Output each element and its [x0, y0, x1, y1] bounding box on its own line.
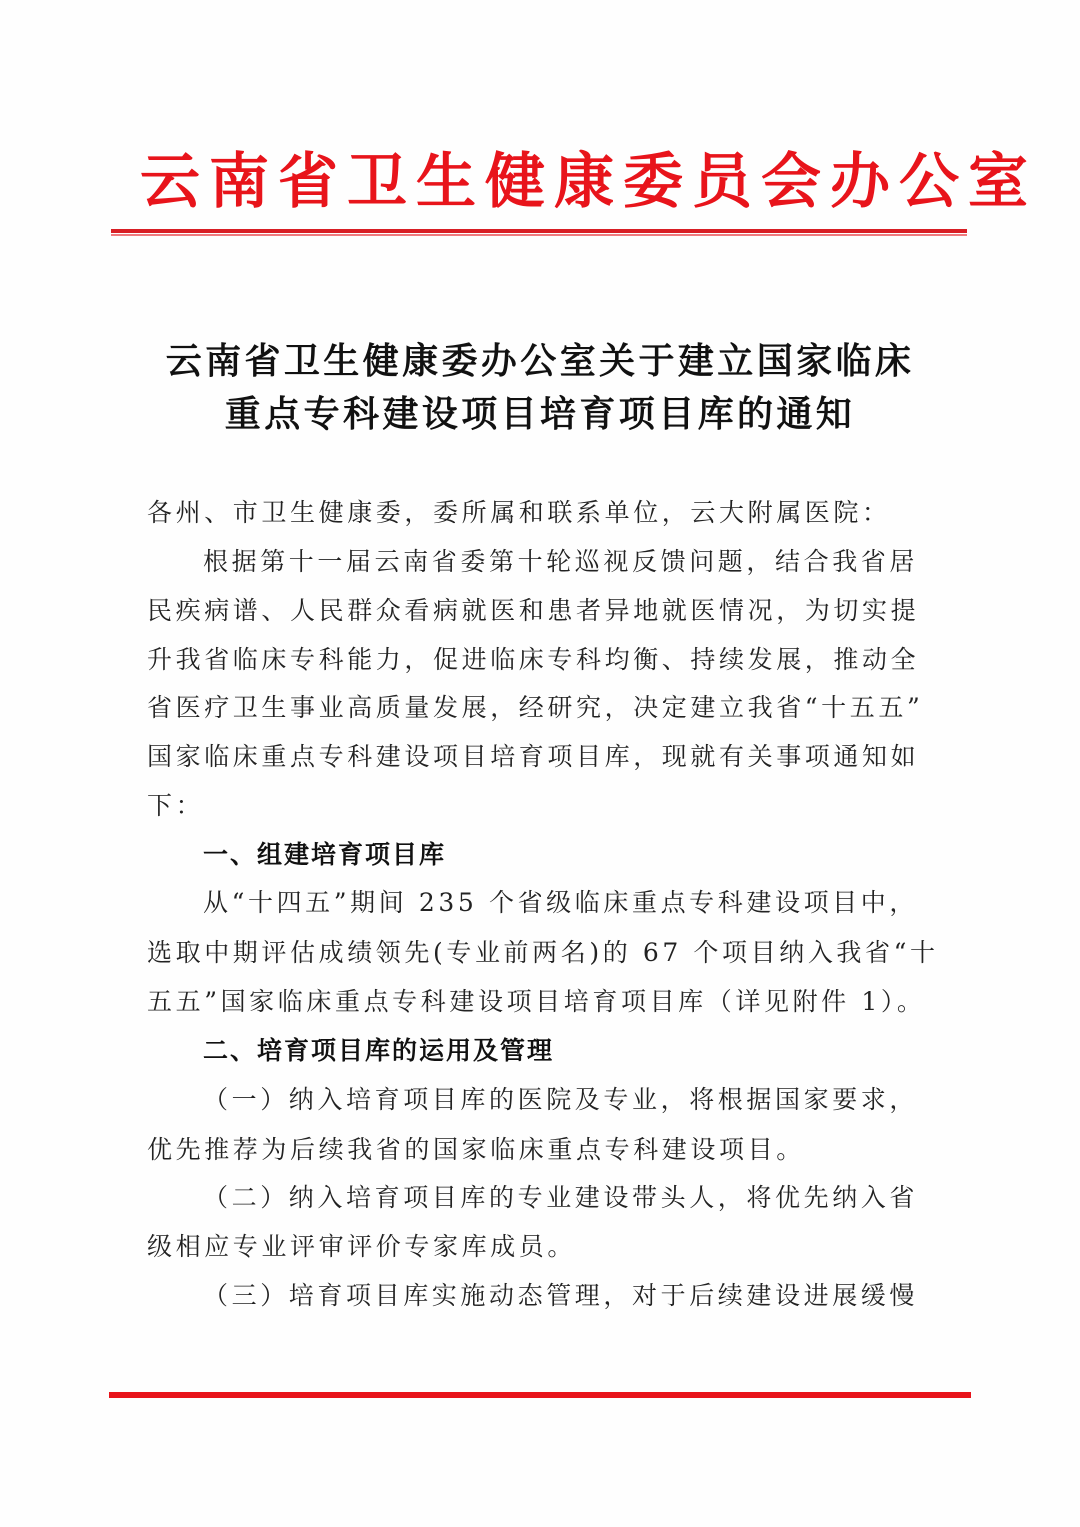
body-line: 国家临床重点专科建设项目培育项目库，现就有关事项通知如 [147, 742, 920, 771]
body-line: 省医疗卫生事业高质量发展，经研究，决定建立我省“十五五” [147, 693, 924, 722]
document-title-line-1: 云南省卫生健康委办公室关于建立国家临床 [165, 341, 915, 382]
body-line: 从“十四五”期间 235 个省级临床重点专科建设项目中， [203, 888, 918, 917]
body-line: 级相应专业评审评价专家库成员。 [147, 1232, 577, 1261]
body-line: 升我省临床专科能力，促进临床专科均衡、持续发展，推动全 [147, 645, 920, 674]
document-title-line-2: 重点专科建设项目培育项目库的通知 [224, 394, 856, 435]
masthead-rule-thick [111, 229, 967, 233]
masthead-rule-thin [111, 234, 967, 236]
salutation: 各州、市卫生健康委，委所属和联系单位，云大附属医院： [147, 498, 891, 527]
body-line: 民疾病谱、人民群众看病就医和患者异地就医情况，为切实提 [147, 596, 920, 625]
body-line: （一）纳入培育项目库的医院及专业，将根据国家要求， [203, 1085, 919, 1114]
body-line: （二）纳入培育项目库的专业建设带头人，将优先纳入省 [203, 1183, 919, 1212]
body-line: 选取中期评估成绩领先(专业前两名)的 67 个项目纳入我省“十 [147, 938, 939, 967]
body-line: 根据第十一届云南省委第十轮巡视反馈问题，结合我省居 [203, 547, 919, 576]
section-heading-2: 二、培育项目库的运用及管理 [203, 1036, 555, 1065]
footer-rule [109, 1392, 971, 1398]
body-line: （三）培育项目库实施动态管理，对于后续建设进展缓慢 [203, 1281, 919, 1310]
masthead-title: 云南省卫生健康委员会办公室 [140, 147, 1037, 217]
body-line: 下： [147, 791, 205, 820]
body-line: 五五”国家临床重点专科建设项目培育项目库（详见附件 1）。 [147, 987, 926, 1016]
body-line: 优先推荐为后续我省的国家临床重点专科建设项目。 [147, 1135, 805, 1164]
section-heading-1: 一、组建培育项目库 [203, 840, 447, 869]
